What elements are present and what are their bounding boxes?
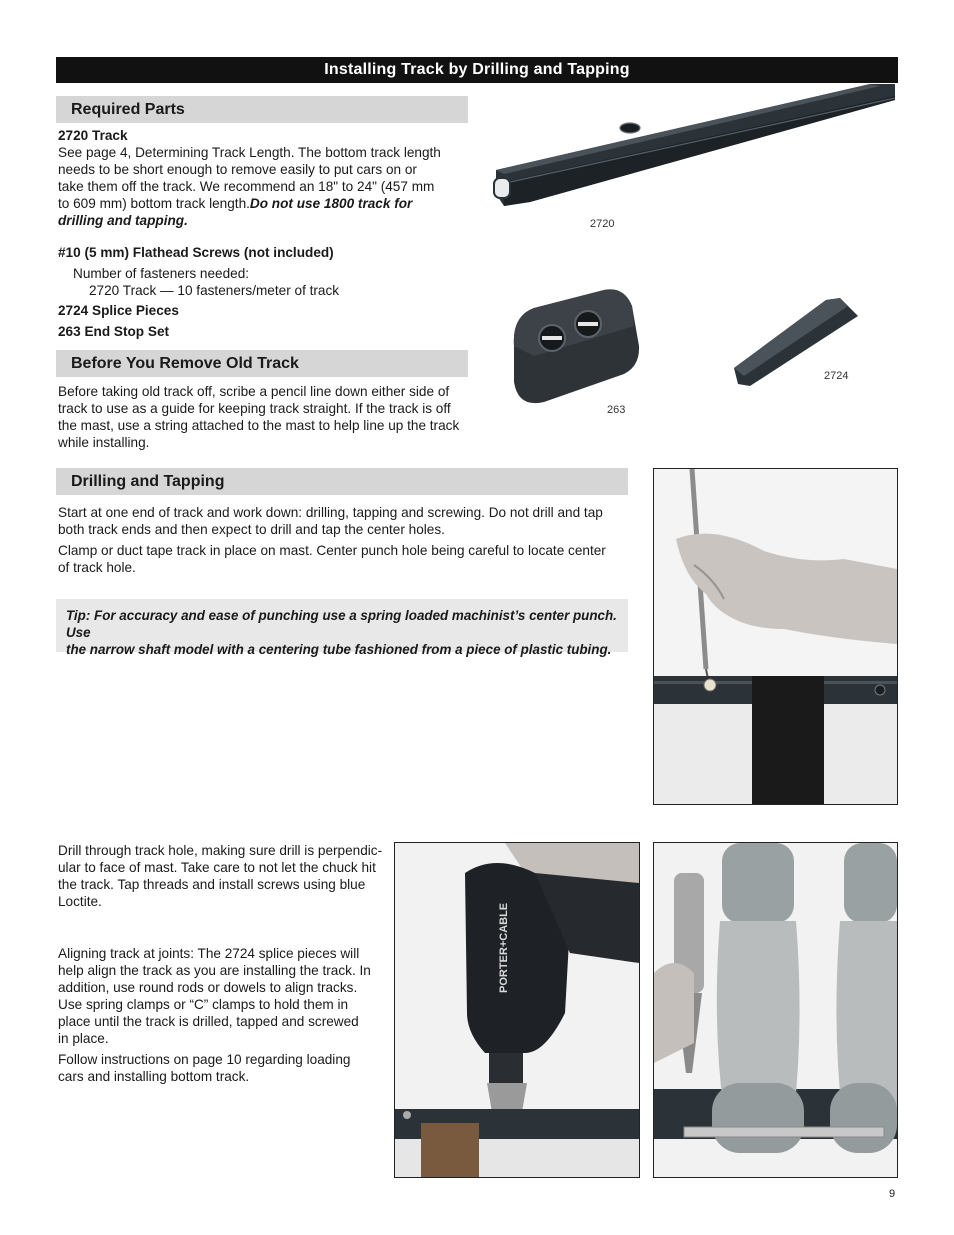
caption-track: 2720 [590, 218, 615, 230]
required-parts-heading: Required Parts [56, 96, 468, 123]
caption-endstop: 263 [607, 404, 626, 416]
photo-track-hole [704, 679, 716, 691]
drilling-text [58, 504, 628, 576]
lower-p3-line-1: Follow instructions on page 10 regarding loading [58, 1052, 351, 1067]
track-desc-line-2: needs to be short enough to remove easily to put cars on or [58, 162, 417, 177]
drill-brand-text: PORTER+CABLE [498, 902, 510, 993]
lower-p2-line-5: place until the track is drilled, tapped and screwed [58, 1014, 359, 1029]
lower-p1-line-4: Loctite. [58, 894, 102, 909]
track-end-profile [494, 178, 510, 198]
photo-drill-art [395, 843, 639, 1177]
photo-screw [875, 685, 885, 695]
lower-p2-line-2: help align the track as you are installing the track. In [58, 963, 371, 978]
splice-label: 2724 Splice Pieces [58, 303, 179, 318]
endstop-screw-1-slot [542, 336, 562, 340]
track-hole [620, 123, 640, 133]
photo-center-punch-art [654, 469, 897, 804]
drill-photo-mast-r [479, 1139, 639, 1177]
drilling-p1-line-2: both track ends and then expect to drill and tap the center holes. [58, 522, 445, 537]
drill-photo-clamp [421, 1123, 479, 1177]
lower-p3-line-2: cars and installing bottom track. [58, 1069, 250, 1084]
before-remove-line-3: the mast, use a string attached to the mast to help line up the track [58, 418, 460, 433]
before-remove-heading: Before You Remove Old Track [56, 350, 468, 377]
track-side-face [504, 96, 895, 206]
lower-text [58, 842, 388, 1085]
track-slot-line [510, 98, 895, 182]
track-desc-line-4: to 609 mm) bottom track length. [58, 196, 250, 211]
tip-line-1: Tip: For accuracy and ease of punching use a spring loaded machinist’s center punch. Use [66, 608, 617, 640]
before-remove-line-2: track to use as a guide for keeping track straight. If the track is off [58, 401, 451, 416]
lower-p2-line-1: Aligning track at joints: The 2724 splice pieces will [58, 946, 360, 961]
drilling-heading: Drilling and Tapping [56, 468, 628, 495]
photo-clamps-art [654, 843, 897, 1177]
photo-center-punch [653, 468, 898, 805]
required-parts-text [58, 127, 468, 229]
drilling-p1-line-1: Start at one end of track and work down: drilling, tapping and screwing. Do not drill and tap [58, 505, 603, 520]
clamp-1-grip [722, 843, 794, 923]
screws-label: #10 (5 mm) Flathead Screws (not included) [58, 245, 334, 260]
track-desc-line-1: See page 4, Determining Track Length. The bottom track length [58, 145, 441, 160]
photo-drill [394, 842, 640, 1178]
photo-mast-right [824, 704, 897, 804]
endstop-label: 263 End Stop Set [58, 324, 170, 339]
track-warning-2: drilling and tapping. [58, 213, 188, 228]
before-remove-line-4: while installing. [58, 435, 150, 450]
caption-splice: 2724 [824, 370, 849, 382]
drilling-p2-line-2: of track hole. [58, 560, 136, 575]
alignment-rod [684, 1127, 884, 1137]
before-remove-text [58, 383, 468, 451]
endstop-screw-2-slot [578, 322, 598, 326]
lower-p2-line-3: addition, use round rods or dowels to align tracks. [58, 980, 358, 995]
drill-collar [489, 1053, 523, 1083]
tip-line-2: the narrow shaft model with a centering tube fashioned from a piece of plastic tubing. [66, 642, 612, 657]
clamp-1-pad [712, 1083, 804, 1153]
photo-duct-tape [752, 676, 824, 804]
lower-p2-line-6: in place. [58, 1031, 109, 1046]
track-label: 2720 Track [58, 128, 128, 143]
lower-p1-line-2: ular to face of mast. Take care to not let the chuck hit [58, 860, 376, 875]
page-title: Installing Track by Drilling and Tapping [56, 57, 898, 83]
splice-top [734, 298, 848, 376]
drilling-p2-line-1: Clamp or duct tape track in place on mast. Center punch hole being careful to locate center [58, 543, 606, 558]
before-remove-line-1: Before taking old track off, scribe a pencil line down either side of [58, 384, 450, 399]
drill-photo-mast-l [395, 1139, 421, 1177]
clamp-2-pad [830, 1083, 897, 1153]
tip-box [56, 599, 628, 657]
track-desc-line-3: take them off the track. We recommend an 18" to 24" (457 mm [58, 179, 435, 194]
track-2720-illustration [490, 82, 895, 207]
lower-p1-line-1: Drill through track hole, making sure drill is perpendic- [58, 843, 383, 858]
photo-spring-clamps [653, 842, 898, 1178]
drill-photo-screw-1 [403, 1111, 411, 1119]
track-edge-highlight [496, 84, 880, 174]
photo-mast-left [654, 704, 752, 804]
page-number: 9 [889, 1188, 896, 1200]
track-warning: Do not use 1800 track for [249, 196, 413, 211]
clamp-2-grip [844, 843, 897, 923]
lower-p1-line-3: the track. Tap threads and install screws using blue [58, 877, 366, 892]
fasteners-label: Number of fasteners needed: [73, 266, 250, 281]
endstop-263-illustration [504, 286, 644, 416]
fasteners-value: 2720 Track — 10 fasteners/meter of track [89, 283, 340, 298]
lower-p2-line-4: Use spring clamps or “C” clamps to hold them in [58, 997, 349, 1012]
